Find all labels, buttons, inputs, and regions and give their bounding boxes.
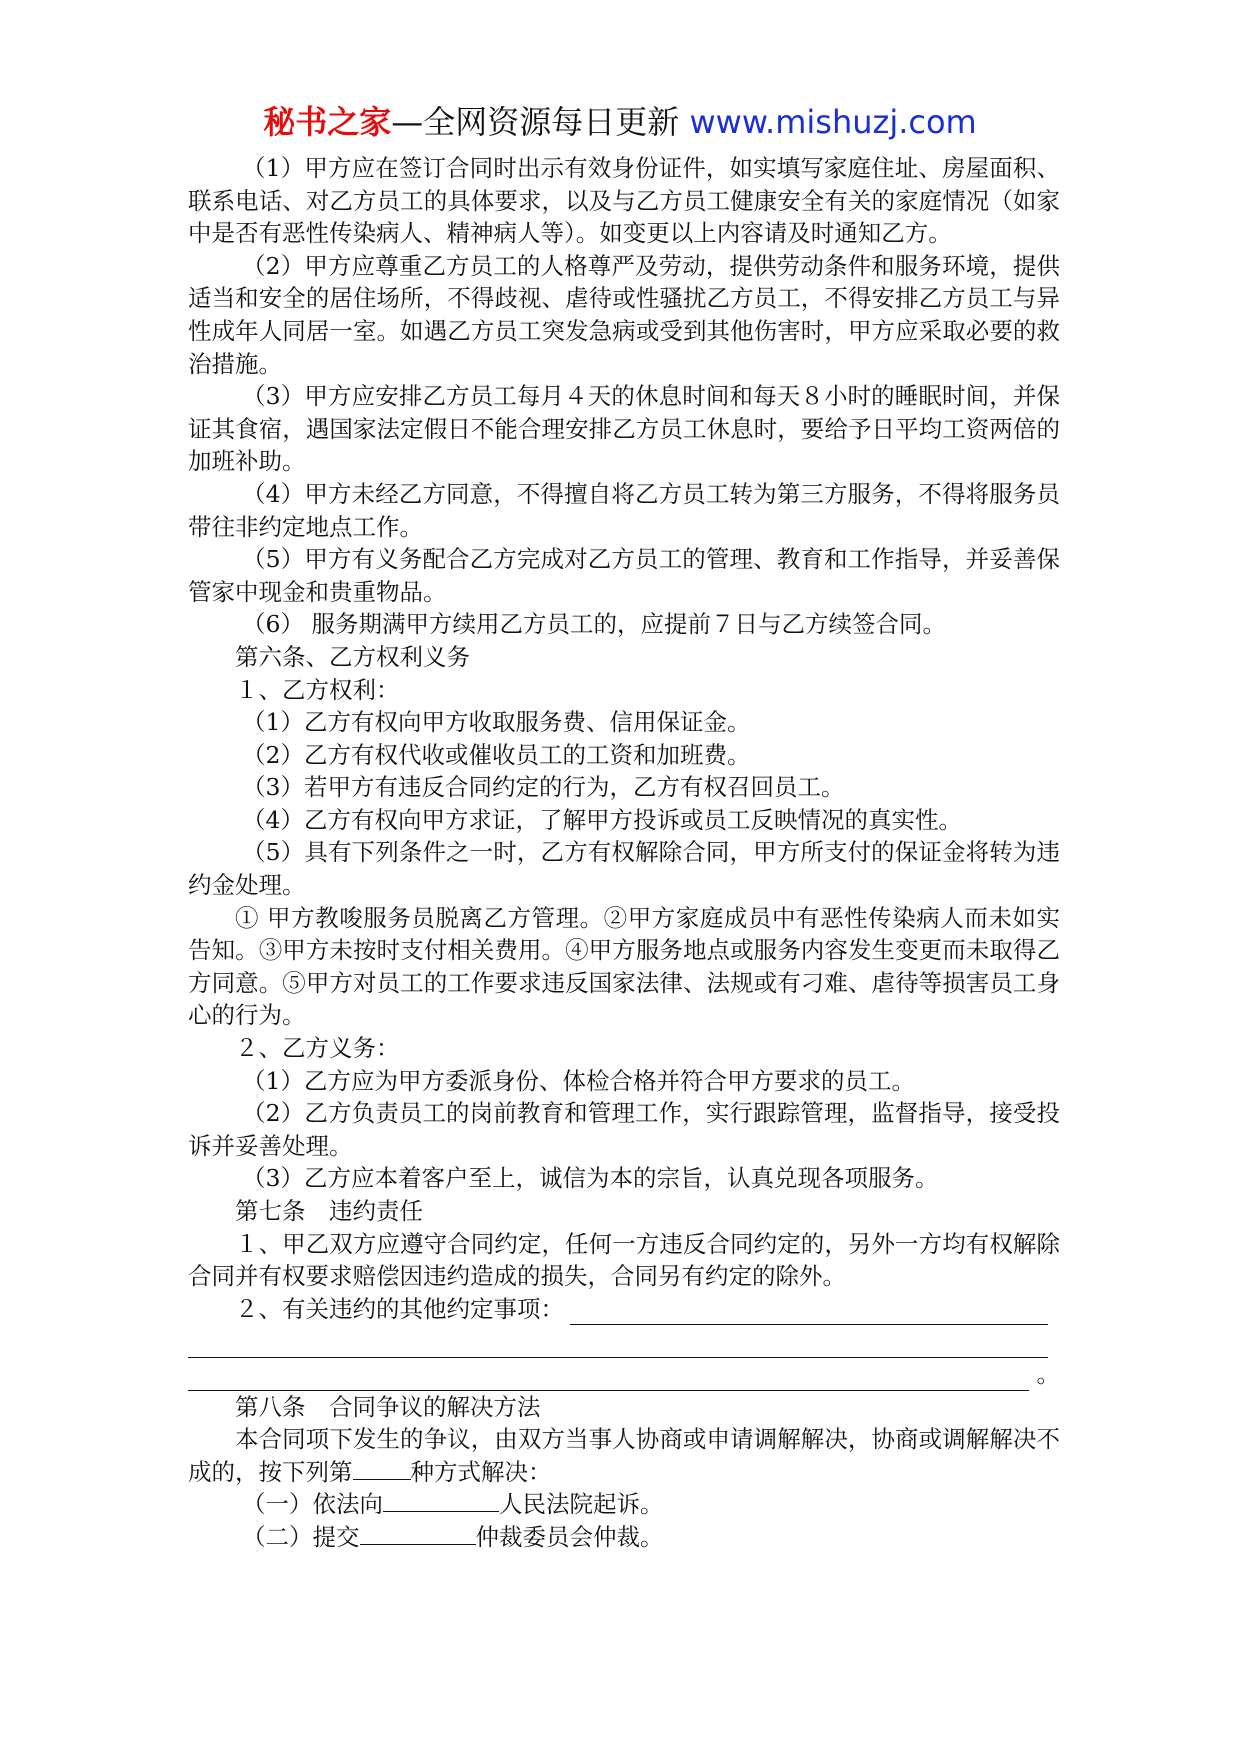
- site-url-link[interactable]: www.mishuzj.com: [689, 103, 977, 141]
- breach-2-label: ２、有关违约的其他约定事项：: [235, 1294, 564, 1323]
- contract-body: [188, 152, 1060, 1554]
- breach-1: １、甲乙双方应遵守合同约定，任何一方违反合同约定的，另外一方均有权解除合同并有权要求赔偿因违约造成的损失，合同另有约定的除外。: [188, 1229, 1060, 1291]
- arbitration-name-blank[interactable]: [360, 1522, 476, 1545]
- article-8-heading: 第八条 合同争议的解决方法: [235, 1392, 541, 1421]
- right-5-conditions: ① 甲方教唆服务员脱离乙方管理。②甲方家庭成员中有恶性传染病人而未如实告知。③甲方未按时支付相关费用。④甲方服务地点或服务内容发生变更而未取得乙方同意。⑤甲方对员工的工作要求违反国家法律、法规或有刁难、虐待等损害员工身心的行为。: [188, 903, 1060, 1030]
- duty-1: （1）乙方应为甲方委派身份、体检合格并符合甲方要求的员工。: [242, 1066, 915, 1095]
- breach-2-block: [188, 1293, 1060, 1391]
- breach-2-blank-2[interactable]: [188, 1335, 1048, 1358]
- right-4: （4）乙方有权向甲方求证，了解甲方投诉或员工反映情况的真实性。: [242, 805, 962, 834]
- site-slogan: —全网资源每日更新: [391, 103, 680, 141]
- article-6-heading: 第六条、乙方权利义务: [235, 642, 470, 671]
- right-3: （3）若甲方有违反合同约定的行为，乙方有权召回员工。: [242, 773, 845, 802]
- right-5: （5）具有下列条件之一时，乙方有权解除合同，甲方所支付的保证金将转为违约金处理。: [188, 838, 1060, 900]
- court-suffix: 人民法院起诉。: [499, 1490, 664, 1519]
- dispute-option-court: [188, 1488, 1060, 1521]
- dispute-option-arbitration: [188, 1521, 1060, 1554]
- court-prefix: （一）依法向: [242, 1490, 384, 1519]
- dispute-method-suffix: 种方式解决：: [410, 1457, 552, 1486]
- site-brand: 秘书之家: [263, 103, 392, 141]
- breach-2-blank-1[interactable]: [570, 1302, 1048, 1325]
- clause-5-3: （3）甲方应安排乙方员工每月４天的休息时间和每天８小时的睡眠时间，并保证其食宿，遇国家法定假日不能合理安排乙方员工休息时，要给予日平均工资两倍的加班补助。: [188, 382, 1060, 476]
- duty-3: （3）乙方应本着客户至上，诚信为本的宗旨，认真兑现各项服务。: [242, 1164, 939, 1193]
- right-2: （2）乙方有权代收或催收员工的工资和加班费。: [242, 740, 751, 769]
- duty-2: （2）乙方负责员工的岗前教育和管理工作，实行跟踪管理，监督指导，接受投诉并妥善处理。: [188, 1099, 1060, 1160]
- clause-5-1: （1）甲方应在签订合同时出示有效身份证件，如实填写家庭住址、房屋面积、联系电话、对乙方员工的具体要求，以及与乙方员工健康安全有关的家庭情况（如家中是否有恶性传染病人、精神病人等）。如变更以上内容请及时通知乙方。: [188, 154, 1060, 248]
- clause-5-6: （6） 服务期满甲方续用乙方员工的，应提前７日与乙方续签合同。: [242, 610, 946, 639]
- duties-heading: ２、乙方义务：: [235, 1034, 400, 1063]
- dispute-method-text: 本合同项下发生的争议，由双方当事人协商或申请调解解决，协商或调解解决不成的，按下列第: [188, 1425, 1060, 1486]
- clause-5-2: （2）甲方应尊重乙方员工的人格尊严及劳动，提供劳动条件和服务环境，提供适当和安全的居住场所，不得歧视、虐待或性骚扰乙方员工，不得安排乙方员工与异性成年人同居一室。如遇乙方员工突发急病或受到其他伤害时，甲方应采取必要的救治措施。: [188, 251, 1060, 378]
- court-name-blank[interactable]: [383, 1489, 499, 1512]
- arbitration-suffix: 仲裁委员会仲裁。: [475, 1522, 664, 1551]
- article-7-heading: 第七条 违约责任: [235, 1197, 423, 1225]
- clause-5-4: （4）甲方未经乙方同意，不得擅自将乙方员工转为第三方服务，不得将服务员带往非约定地点工作。: [188, 479, 1060, 541]
- dispute-option-blank[interactable]: [353, 1457, 411, 1480]
- site-header: [0, 100, 1240, 144]
- clause-5-5: （5）甲方有义务配合乙方完成对乙方员工的管理、教育和工作指导，并妥善保管家中现金和贵重物品。: [188, 545, 1060, 606]
- rights-heading: １、乙方权利：: [235, 675, 400, 704]
- right-1: （1）乙方有权向甲方收取服务费、信用保证金。: [242, 708, 751, 737]
- arbitration-prefix: （二）提交: [242, 1522, 360, 1551]
- dispute-method: [188, 1423, 1060, 1488]
- breach-2-period: 。: [1036, 1359, 1060, 1388]
- breach-2-blank-3[interactable]: [188, 1368, 1029, 1391]
